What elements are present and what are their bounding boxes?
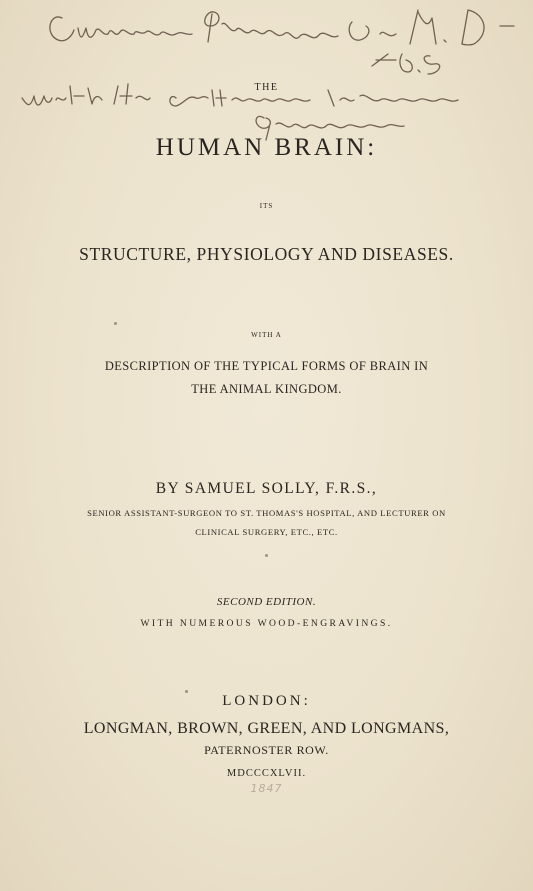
edition: SECOND EDITION.	[216, 596, 317, 608]
engravings-note: WITH NUMEROUS WOOD-ENGRAVINGS.	[140, 618, 393, 629]
title-connector-with-a: WITH A	[251, 331, 282, 339]
description-line-1: DESCRIPTION OF THE TYPICAL FORMS OF BRAIN IN	[104, 359, 429, 373]
author-credentials-line-1: SENIOR ASSISTANT-SURGEON TO ST. THOMAS'S HOSPITAL, AND LECTURER ON	[87, 508, 446, 518]
imprint-year: MDCCCXLVII.	[226, 768, 307, 779]
paper-speck	[265, 554, 268, 557]
author-line: BY SAMUEL SOLLY, F.R.S.,	[155, 480, 378, 497]
subtitle: STRUCTURE, PHYSIOLOGY AND DISEASES.	[79, 244, 454, 264]
handwritten-inscription	[0, 0, 533, 150]
description-line-2: THE ANIMAL KINGDOM.	[191, 382, 342, 396]
pencil-year-note: 1847	[250, 782, 283, 795]
author-credentials-line-2: CLINICAL SURGERY, ETC., ETC.	[195, 527, 338, 537]
imprint-publisher: LONGMAN, BROWN, GREEN, AND LONGMANS,	[83, 720, 450, 737]
paper-speck	[114, 322, 117, 325]
title-connector-its: ITS	[259, 202, 274, 210]
imprint-city: LONDON:	[222, 693, 311, 709]
page-title: HUMAN BRAIN:	[155, 134, 378, 161]
paper-speck	[185, 690, 188, 693]
title-article: THE	[254, 82, 279, 93]
imprint-address: PATERNOSTER ROW.	[204, 743, 329, 757]
